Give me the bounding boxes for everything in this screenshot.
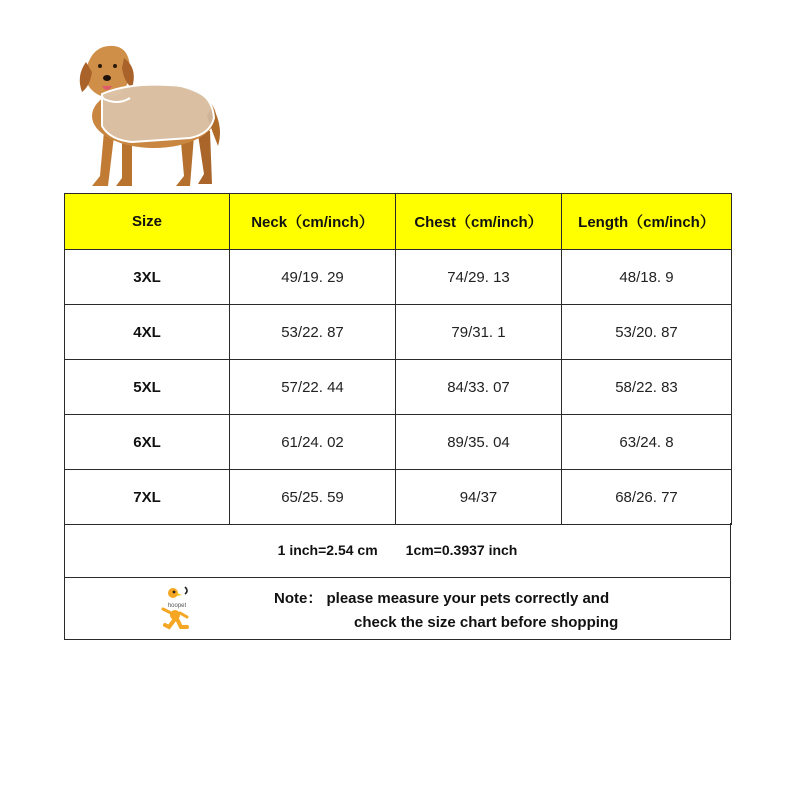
neck-cell: 61/24. 02 bbox=[230, 415, 396, 470]
note-row bbox=[64, 578, 731, 640]
size-cell: 5XL bbox=[65, 360, 230, 415]
neck-cell: 57/22. 44 bbox=[230, 360, 396, 415]
cm-to-inch-text: 1cm=0.3937 inch bbox=[405, 542, 518, 558]
note-line-2: check the size chart before shopping bbox=[354, 614, 619, 631]
length-cell: 48/18. 9 bbox=[562, 250, 732, 305]
length-cell: 58/22. 83 bbox=[562, 360, 732, 415]
neck-cell: 53/22. 87 bbox=[230, 305, 396, 360]
table-row bbox=[65, 360, 732, 415]
column-header-length: Length（cm/inch） bbox=[562, 194, 732, 250]
chest-cell: 79/31. 1 bbox=[396, 305, 562, 360]
column-header-neck: Neck（cm/inch） bbox=[230, 194, 396, 250]
chest-cell: 84/33. 07 bbox=[396, 360, 562, 415]
size-cell: 6XL bbox=[65, 415, 230, 470]
neck-cell: 49/19. 29 bbox=[230, 250, 396, 305]
table-row bbox=[65, 415, 732, 470]
size-cell: 7XL bbox=[65, 470, 230, 525]
length-cell: 63/24. 8 bbox=[562, 415, 732, 470]
size-cell: 4XL bbox=[65, 305, 230, 360]
length-cell: 53/20. 87 bbox=[562, 305, 732, 360]
chest-cell: 74/29. 13 bbox=[396, 250, 562, 305]
inch-to-cm-text: 1 inch=2.54 cm bbox=[277, 542, 378, 558]
dog-raincoat-image bbox=[72, 36, 222, 191]
table-row bbox=[65, 305, 732, 360]
size-chart-table bbox=[64, 193, 732, 525]
table-row bbox=[65, 250, 732, 305]
table-row bbox=[65, 470, 732, 525]
size-cell: 3XL bbox=[65, 250, 230, 305]
unit-conversion-row bbox=[64, 523, 731, 578]
table-header-row bbox=[65, 194, 732, 250]
chest-cell: 94/37 bbox=[396, 470, 562, 525]
logo-text: hoopet bbox=[167, 603, 187, 609]
note-line-1: Note： please measure your pets correctly and bbox=[274, 590, 610, 607]
length-cell: 68/26. 77 bbox=[562, 470, 732, 525]
column-header-size: Size bbox=[65, 194, 230, 250]
chest-cell: 89/35. 04 bbox=[396, 415, 562, 470]
neck-cell: 65/25. 59 bbox=[230, 470, 396, 525]
column-header-chest: Chest（cm/inch） bbox=[396, 194, 562, 250]
